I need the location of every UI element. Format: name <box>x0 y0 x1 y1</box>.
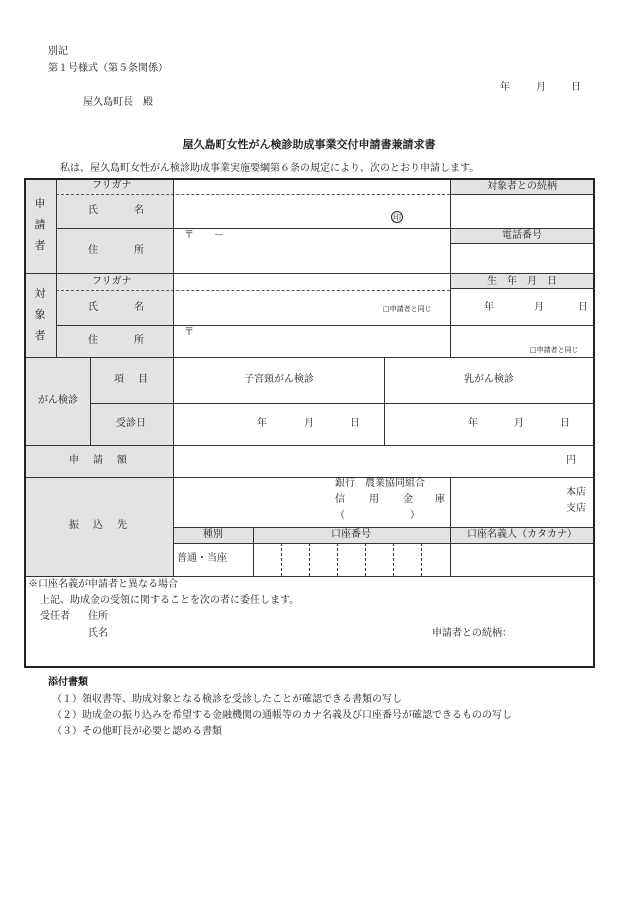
birth-day: 日 <box>578 302 588 313</box>
digit-divider <box>365 543 366 576</box>
proxy-label: 受任者 <box>40 611 70 622</box>
rule-bank-bottom <box>173 527 594 528</box>
cervical-date-year: 年 <box>257 418 267 429</box>
vline-screening-split <box>384 357 385 445</box>
dash-subject-furigana <box>56 290 450 291</box>
rule-transfer-bottom <box>26 576 594 577</box>
proxy-name-label: 氏名 <box>88 628 108 639</box>
applicant-postal-mark: 〒 － <box>184 230 224 241</box>
form-title: 屋久島町女性がん検診助成事業交付申請書兼請求書 <box>182 138 436 151</box>
header-month: 月 <box>536 82 546 93</box>
cervical-screening: 子宮頸がん検診 <box>244 374 314 385</box>
digit-divider <box>309 543 310 576</box>
breast-date-month: 月 <box>514 418 524 429</box>
header-day: 日 <box>571 82 581 93</box>
rule-phone-header <box>450 243 594 244</box>
rule-birth-header <box>450 288 594 289</box>
birth-year: 年 <box>484 302 494 313</box>
vline-right-column <box>450 179 451 357</box>
digit-divider <box>421 543 422 576</box>
vline-screening-sublabel <box>90 357 91 445</box>
vline-label-column <box>173 179 174 576</box>
vline-branch-holder <box>450 477 451 576</box>
amount-unit: 円 <box>566 455 576 466</box>
attachment-item: （１）領収書等、助成対象となる検診を受診したことが確認できる書類の写し <box>52 694 402 705</box>
breast-date-day: 日 <box>560 418 570 429</box>
rule-applicant-name-bottom <box>56 228 450 229</box>
intro-text: 私は、屋久島町女性がん検診助成事業実施要綱第６条の規定により、次のとおり申請します。 <box>60 163 480 174</box>
rule-account-header-bottom <box>173 543 594 544</box>
same-as-applicant-name[interactable]: □申請者と同じ <box>383 305 432 313</box>
breast-screening: 乳がん検診 <box>464 374 514 385</box>
breast-date-year: 年 <box>468 418 478 429</box>
proxy-relation-label: 申請者との続柄： <box>432 628 512 639</box>
rule-birth-bottom <box>450 325 594 326</box>
dash-applicant-furigana <box>56 194 450 195</box>
screening-date-label: 受診日 <box>116 418 146 429</box>
account-type-header: 種別 <box>203 529 223 540</box>
attachment-item: （２）助成金の振り込みを希望する金融機関の通帳等のカナ名義及び口座番号が確認できるものの写し <box>52 710 512 721</box>
rule-relation-header <box>450 194 594 195</box>
digit-divider <box>393 543 394 576</box>
screening-section-label: がん検診 <box>38 395 78 406</box>
vline-type-account <box>253 527 254 576</box>
applicant-section-label: 申 請 者 <box>34 197 46 252</box>
account-number-header: 口座番号 <box>331 529 371 540</box>
same-as-applicant-address[interactable]: □申請者と同じ <box>530 346 579 354</box>
delegation-note: ※口座名義が申請者と異なる場合 <box>28 579 178 590</box>
rule-relation-bottom <box>450 228 594 229</box>
account-holder-header: 口座名義人（カタカナ） <box>467 529 577 540</box>
digit-divider <box>281 543 282 576</box>
digit-divider <box>337 543 338 576</box>
rule-screening-item-bottom <box>90 403 594 404</box>
bank-types-line1: 銀行 農業協同組合 <box>335 478 425 489</box>
phone-header: 電話番号 <box>502 230 542 241</box>
subject-postal-mark: 〒 <box>184 327 194 338</box>
rule-amount-bottom <box>26 477 594 478</box>
seal-mark: 印 <box>393 213 401 222</box>
rule-applicant-bottom <box>26 273 594 274</box>
rule-screening-bottom <box>26 445 594 446</box>
rule-subject-name-bottom <box>56 325 450 326</box>
subject-section-label: 対 象 者 <box>34 287 46 342</box>
cervical-date-day: 日 <box>350 418 360 429</box>
applicant-furigana-label: フリガナ <box>92 180 132 191</box>
birth-month: 月 <box>534 302 544 313</box>
annex-label: 別記 <box>48 46 68 57</box>
subject-furigana-label: フリガナ <box>92 276 132 287</box>
attachment-item: （３）その他町長が必要と認める書類 <box>52 726 222 737</box>
account-type-value: 普通・当座 <box>177 553 227 564</box>
relation-header: 対象者との続柄 <box>487 181 557 192</box>
cervical-date-month: 月 <box>304 418 314 429</box>
header-year: 年 <box>500 82 510 93</box>
rule-subject-bottom <box>26 357 594 358</box>
vline-section-label <box>56 179 57 357</box>
form-number: 第１号様式（第５条関係） <box>48 63 168 74</box>
attachments-heading: 添付書類 <box>48 677 88 688</box>
birth-header: 生 年 月 日 <box>487 276 557 287</box>
proxy-address-label: 住所 <box>88 611 108 622</box>
branch-sub: 支店 <box>566 503 586 514</box>
branch-main: 本店 <box>566 487 586 498</box>
addressee: 屋久島町長 殿 <box>83 97 153 108</box>
delegation-statement: 上記、助成金の受領に関することを次の者に委任します。 <box>40 595 300 606</box>
